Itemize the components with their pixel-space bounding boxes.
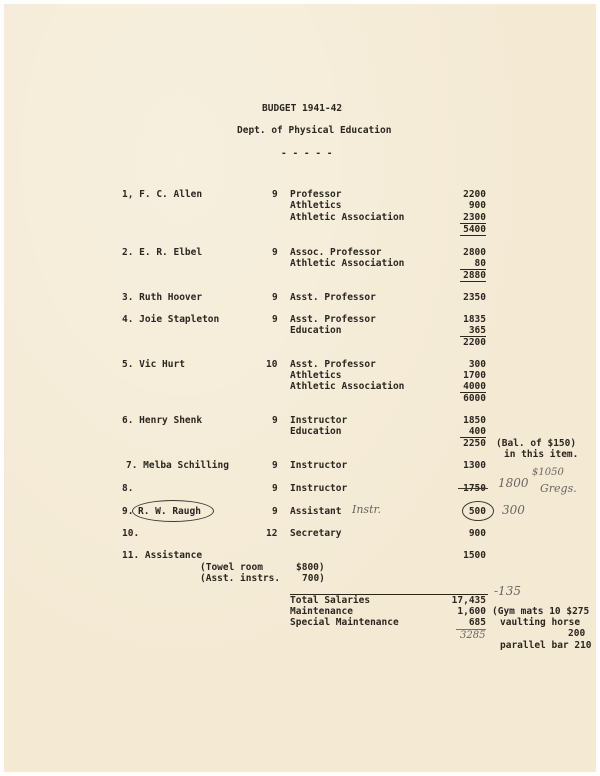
row-line: Athletic Association xyxy=(290,258,405,269)
row-line: Secretary xyxy=(290,528,342,539)
totals-label: Maintenance xyxy=(290,606,353,617)
row-line: Athletic Association xyxy=(290,212,405,223)
handwritten-amount: 3285 xyxy=(460,630,486,641)
row-line: Instructor xyxy=(290,415,348,426)
row-months: 9 xyxy=(272,460,278,471)
row-amount: 1850 xyxy=(463,415,486,426)
document-subtitle: Dept. of Physical Education xyxy=(237,125,392,136)
totals-amount: 685 xyxy=(468,617,486,628)
assistance-detail-label: (Asst. instrs. xyxy=(200,573,281,584)
row-name: 5. Vic Hurt xyxy=(122,359,185,370)
row-line: Athletic Association xyxy=(290,381,405,392)
row-name: 2. E. R. Elbel xyxy=(122,247,203,258)
totals-amount: 1,600 xyxy=(457,606,486,617)
row-name: 3. Ruth Hoover xyxy=(122,292,203,303)
row-months: 9 xyxy=(272,189,278,200)
row-line: Instructor xyxy=(290,483,348,494)
row-total: 2200 xyxy=(463,337,486,348)
document-title: BUDGET 1941-42 xyxy=(262,103,343,114)
row-months: 9 xyxy=(272,247,278,258)
row-name: R. W. Raugh xyxy=(138,506,201,517)
assistance-detail-amount: 700) xyxy=(302,573,325,584)
row-line: Asst. Professor xyxy=(290,314,376,325)
row-name: 1, F. C. Allen xyxy=(122,189,203,200)
handwritten-note: Instr. xyxy=(352,503,382,516)
row-line: Asst. Professor xyxy=(290,292,376,303)
row-months: 9 xyxy=(272,292,278,303)
row-months: 12 xyxy=(266,528,278,539)
row-months: 9 xyxy=(272,483,278,494)
row-name: 8. xyxy=(122,483,134,494)
handwritten-amount: 1800 xyxy=(498,476,529,490)
row-line: Assistant xyxy=(290,506,342,517)
row-amount: 400 xyxy=(468,426,486,437)
row-name: 6. Henry Shenk xyxy=(122,415,203,426)
row-amount: 2200 xyxy=(463,189,486,200)
row-line: Education xyxy=(290,325,342,336)
row-amount: 900 xyxy=(468,200,486,211)
row-name: 10. xyxy=(122,528,140,539)
row-amount: 900 xyxy=(468,528,486,539)
row-total: 5400 xyxy=(463,224,486,235)
row-line: Education xyxy=(290,426,342,437)
row-amount: 4000 xyxy=(463,381,486,392)
row-amount: 80 xyxy=(474,258,486,269)
row-amount: 300 xyxy=(468,359,486,370)
balance-note: in this item. xyxy=(504,449,579,460)
row-name: 7. Melba Schilling xyxy=(126,460,229,471)
row-months: 10 xyxy=(266,359,278,370)
assistance-detail-amount: $800) xyxy=(296,562,325,573)
strikethrough xyxy=(458,488,488,489)
row-amount: 1835 xyxy=(463,314,486,325)
row-total: 2250 xyxy=(463,438,486,449)
totals-label: Special Maintenance xyxy=(290,617,399,628)
handwritten-amount: -135 xyxy=(494,584,521,598)
row-amount: 1500 xyxy=(463,550,486,561)
row-line: Professor xyxy=(290,189,342,200)
row-amount: 365 xyxy=(468,325,486,336)
balance-note: (Bal. of $150) xyxy=(496,438,577,449)
maintenance-note: parallel bar 210 xyxy=(500,640,592,651)
row-amount: 2300 xyxy=(463,212,486,223)
header-rule: - - - - - xyxy=(281,148,333,159)
row-line: Athletics xyxy=(290,200,342,211)
assistance-detail-label: (Towel room xyxy=(200,562,263,573)
row-line: Athletics xyxy=(290,370,342,381)
row-amount: 1300 xyxy=(463,460,486,471)
row-amount: 2800 xyxy=(463,247,486,258)
row-amount: 2350 xyxy=(463,292,486,303)
handwritten-note: $1050 xyxy=(532,467,564,478)
totals-amount: 17,435 xyxy=(451,595,486,606)
maintenance-note-amount: 200 xyxy=(568,628,586,639)
row-total: 2880 xyxy=(463,270,486,281)
total-underline xyxy=(460,235,486,236)
row-amount: 1700 xyxy=(463,370,486,381)
total-underline xyxy=(460,281,486,282)
row-months: 9 xyxy=(272,415,278,426)
row-name: 4. Joie Stapleton xyxy=(122,314,220,325)
row-months: 9 xyxy=(272,314,278,325)
row-months: 9 xyxy=(272,506,278,517)
maintenance-note: (Gym mats 10 $275 xyxy=(492,606,590,617)
row-line: Instructor xyxy=(290,460,348,471)
document-page xyxy=(4,4,596,772)
row-amount: 500 xyxy=(468,506,486,517)
row-line: Asst. Professor xyxy=(290,359,376,370)
row-name: 11. Assistance xyxy=(122,550,203,561)
row-number: 9. xyxy=(122,506,134,517)
handwritten-note: Gregs. xyxy=(540,482,577,495)
handwritten-amount: 300 xyxy=(502,503,525,517)
maintenance-note: vaulting horse xyxy=(500,617,581,628)
totals-label: Total Salaries xyxy=(290,595,371,606)
row-line: Assoc. Professor xyxy=(290,247,382,258)
row-total: 6000 xyxy=(463,393,486,404)
